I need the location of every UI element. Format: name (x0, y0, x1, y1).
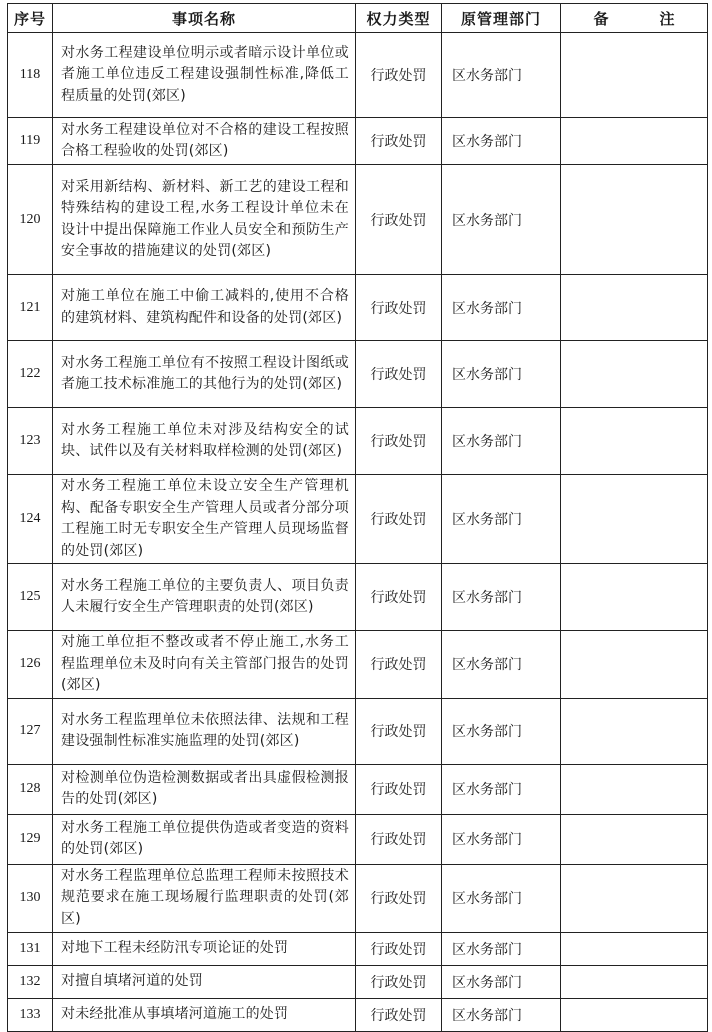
row-item-name: 对采用新结构、新材料、新工艺的建设工程和特殊结构的建设工程,水务工程设计单位未在设计中提出保障施工作业人员安全和预防生产安全事故的措施建议的处罚(郊区) (53, 165, 356, 275)
row-power-type: 行政处罚 (356, 118, 442, 165)
row-serial-number: 127 (8, 698, 53, 764)
table-row (8, 965, 708, 998)
table-row (8, 864, 708, 932)
row-item-name: 对水务工程监理单位未依照法律、法规和工程建设强制性标准实施监理的处罚(郊区) (53, 698, 356, 764)
row-item-name: 对地下工程未经防汛专项论证的处罚 (53, 932, 356, 965)
row-remarks (561, 118, 708, 165)
table-row (8, 33, 708, 118)
row-power-type: 行政处罚 (356, 564, 442, 631)
row-serial-number: 131 (8, 932, 53, 965)
row-serial-number: 133 (8, 998, 53, 1031)
row-power-type: 行政处罚 (356, 764, 442, 814)
row-item-name: 对水务工程施工单位提供伪造或者变造的资料的处罚(郊区) (53, 814, 356, 864)
row-serial-number: 126 (8, 631, 53, 699)
row-department: 区水务部门 (442, 631, 561, 699)
row-power-type: 行政处罚 (356, 341, 442, 408)
table-row (8, 564, 708, 631)
row-department: 区水务部门 (442, 275, 561, 341)
row-power-type: 行政处罚 (356, 965, 442, 998)
header-item-name: 事项名称 (53, 4, 356, 33)
row-remarks (561, 33, 708, 118)
row-item-name: 对水务工程施工单位的主要负责人、项目负责人未履行安全生产管理职责的处罚(郊区) (53, 564, 356, 631)
header-original-department: 原管理部门 (442, 4, 561, 33)
row-remarks (561, 998, 708, 1031)
row-serial-number: 122 (8, 341, 53, 408)
row-power-type: 行政处罚 (356, 698, 442, 764)
row-department: 区水务部门 (442, 408, 561, 475)
row-department: 区水务部门 (442, 965, 561, 998)
row-department: 区水务部门 (442, 932, 561, 965)
row-serial-number: 124 (8, 475, 53, 564)
table-row (8, 932, 708, 965)
row-department: 区水务部门 (442, 475, 561, 564)
row-department: 区水务部门 (442, 33, 561, 118)
row-item-name: 对水务工程建设单位明示或者暗示设计单位或者施工单位违反工程建设强制性标准,降低工程质量的处罚(郊区) (53, 33, 356, 118)
header-serial-number: 序号 (8, 4, 53, 33)
row-serial-number: 132 (8, 965, 53, 998)
row-remarks (561, 341, 708, 408)
table-row (8, 631, 708, 699)
row-department: 区水务部门 (442, 341, 561, 408)
row-remarks (561, 275, 708, 341)
header-remarks: 备 注 (561, 4, 708, 33)
row-power-type: 行政处罚 (356, 33, 442, 118)
row-department: 区水务部门 (442, 998, 561, 1031)
row-power-type: 行政处罚 (356, 408, 442, 475)
row-remarks (561, 698, 708, 764)
row-remarks (561, 564, 708, 631)
table-row (8, 165, 708, 275)
row-item-name: 对检测单位伪造检测数据或者出具虚假检测报告的处罚(郊区) (53, 764, 356, 814)
row-remarks (561, 932, 708, 965)
row-department: 区水务部门 (442, 864, 561, 932)
row-department: 区水务部门 (442, 564, 561, 631)
row-remarks (561, 764, 708, 814)
row-item-name: 对水务工程施工单位未设立安全生产管理机构、配备专职安全生产管理人员或者分部分项工程施工时无专职安全生产管理人员现场监督的处罚(郊区) (53, 475, 356, 564)
row-power-type: 行政处罚 (356, 932, 442, 965)
row-serial-number: 129 (8, 814, 53, 864)
row-power-type: 行政处罚 (356, 475, 442, 564)
row-item-name: 对水务工程建设单位对不合格的建设工程按照合格工程验收的处罚(郊区) (53, 118, 356, 165)
row-power-type: 行政处罚 (356, 165, 442, 275)
row-power-type: 行政处罚 (356, 814, 442, 864)
table-header-row (8, 4, 708, 33)
row-department: 区水务部门 (442, 165, 561, 275)
table-row (8, 475, 708, 564)
table-row (8, 698, 708, 764)
table-row (8, 341, 708, 408)
row-serial-number: 120 (8, 165, 53, 275)
row-item-name: 对擅自填堵河道的处罚 (53, 965, 356, 998)
table-row (8, 118, 708, 165)
row-serial-number: 130 (8, 864, 53, 932)
row-department: 区水务部门 (442, 118, 561, 165)
row-serial-number: 119 (8, 118, 53, 165)
row-serial-number: 118 (8, 33, 53, 118)
table-row (8, 814, 708, 864)
row-power-type: 行政处罚 (356, 998, 442, 1031)
row-serial-number: 128 (8, 764, 53, 814)
header-power-type: 权力类型 (356, 4, 442, 33)
row-item-name: 对未经批准从事填堵河道施工的处罚 (53, 998, 356, 1031)
row-item-name: 对施工单位在施工中偷工减料的,使用不合格的建筑材料、建筑构配件和设备的处罚(郊区) (53, 275, 356, 341)
row-serial-number: 123 (8, 408, 53, 475)
power-items-table (7, 3, 708, 1032)
row-remarks (561, 965, 708, 998)
row-serial-number: 121 (8, 275, 53, 341)
row-department: 区水务部门 (442, 814, 561, 864)
row-remarks (561, 631, 708, 699)
row-power-type: 行政处罚 (356, 275, 442, 341)
row-remarks (561, 814, 708, 864)
row-item-name: 对水务工程施工单位未对涉及结构安全的试块、试件以及有关材料取样检测的处罚(郊区) (53, 408, 356, 475)
row-item-name: 对施工单位拒不整改或者不停止施工,水务工程监理单位未及时向有关主管部门报告的处罚(郊区) (53, 631, 356, 699)
row-remarks (561, 408, 708, 475)
row-item-name: 对水务工程施工单位有不按照工程设计图纸或者施工技术标准施工的其他行为的处罚(郊区) (53, 341, 356, 408)
row-item-name: 对水务工程监理单位总监理工程师未按照技术规范要求在施工现场履行监理职责的处罚(郊区) (53, 864, 356, 932)
row-serial-number: 125 (8, 564, 53, 631)
table-row (8, 408, 708, 475)
row-department: 区水务部门 (442, 698, 561, 764)
row-department: 区水务部门 (442, 764, 561, 814)
table-row (8, 998, 708, 1031)
row-remarks (561, 475, 708, 564)
row-power-type: 行政处罚 (356, 864, 442, 932)
document-page (7, 3, 707, 1032)
row-power-type: 行政处罚 (356, 631, 442, 699)
row-remarks (561, 864, 708, 932)
row-remarks (561, 165, 708, 275)
table-row (8, 764, 708, 814)
table-row (8, 275, 708, 341)
